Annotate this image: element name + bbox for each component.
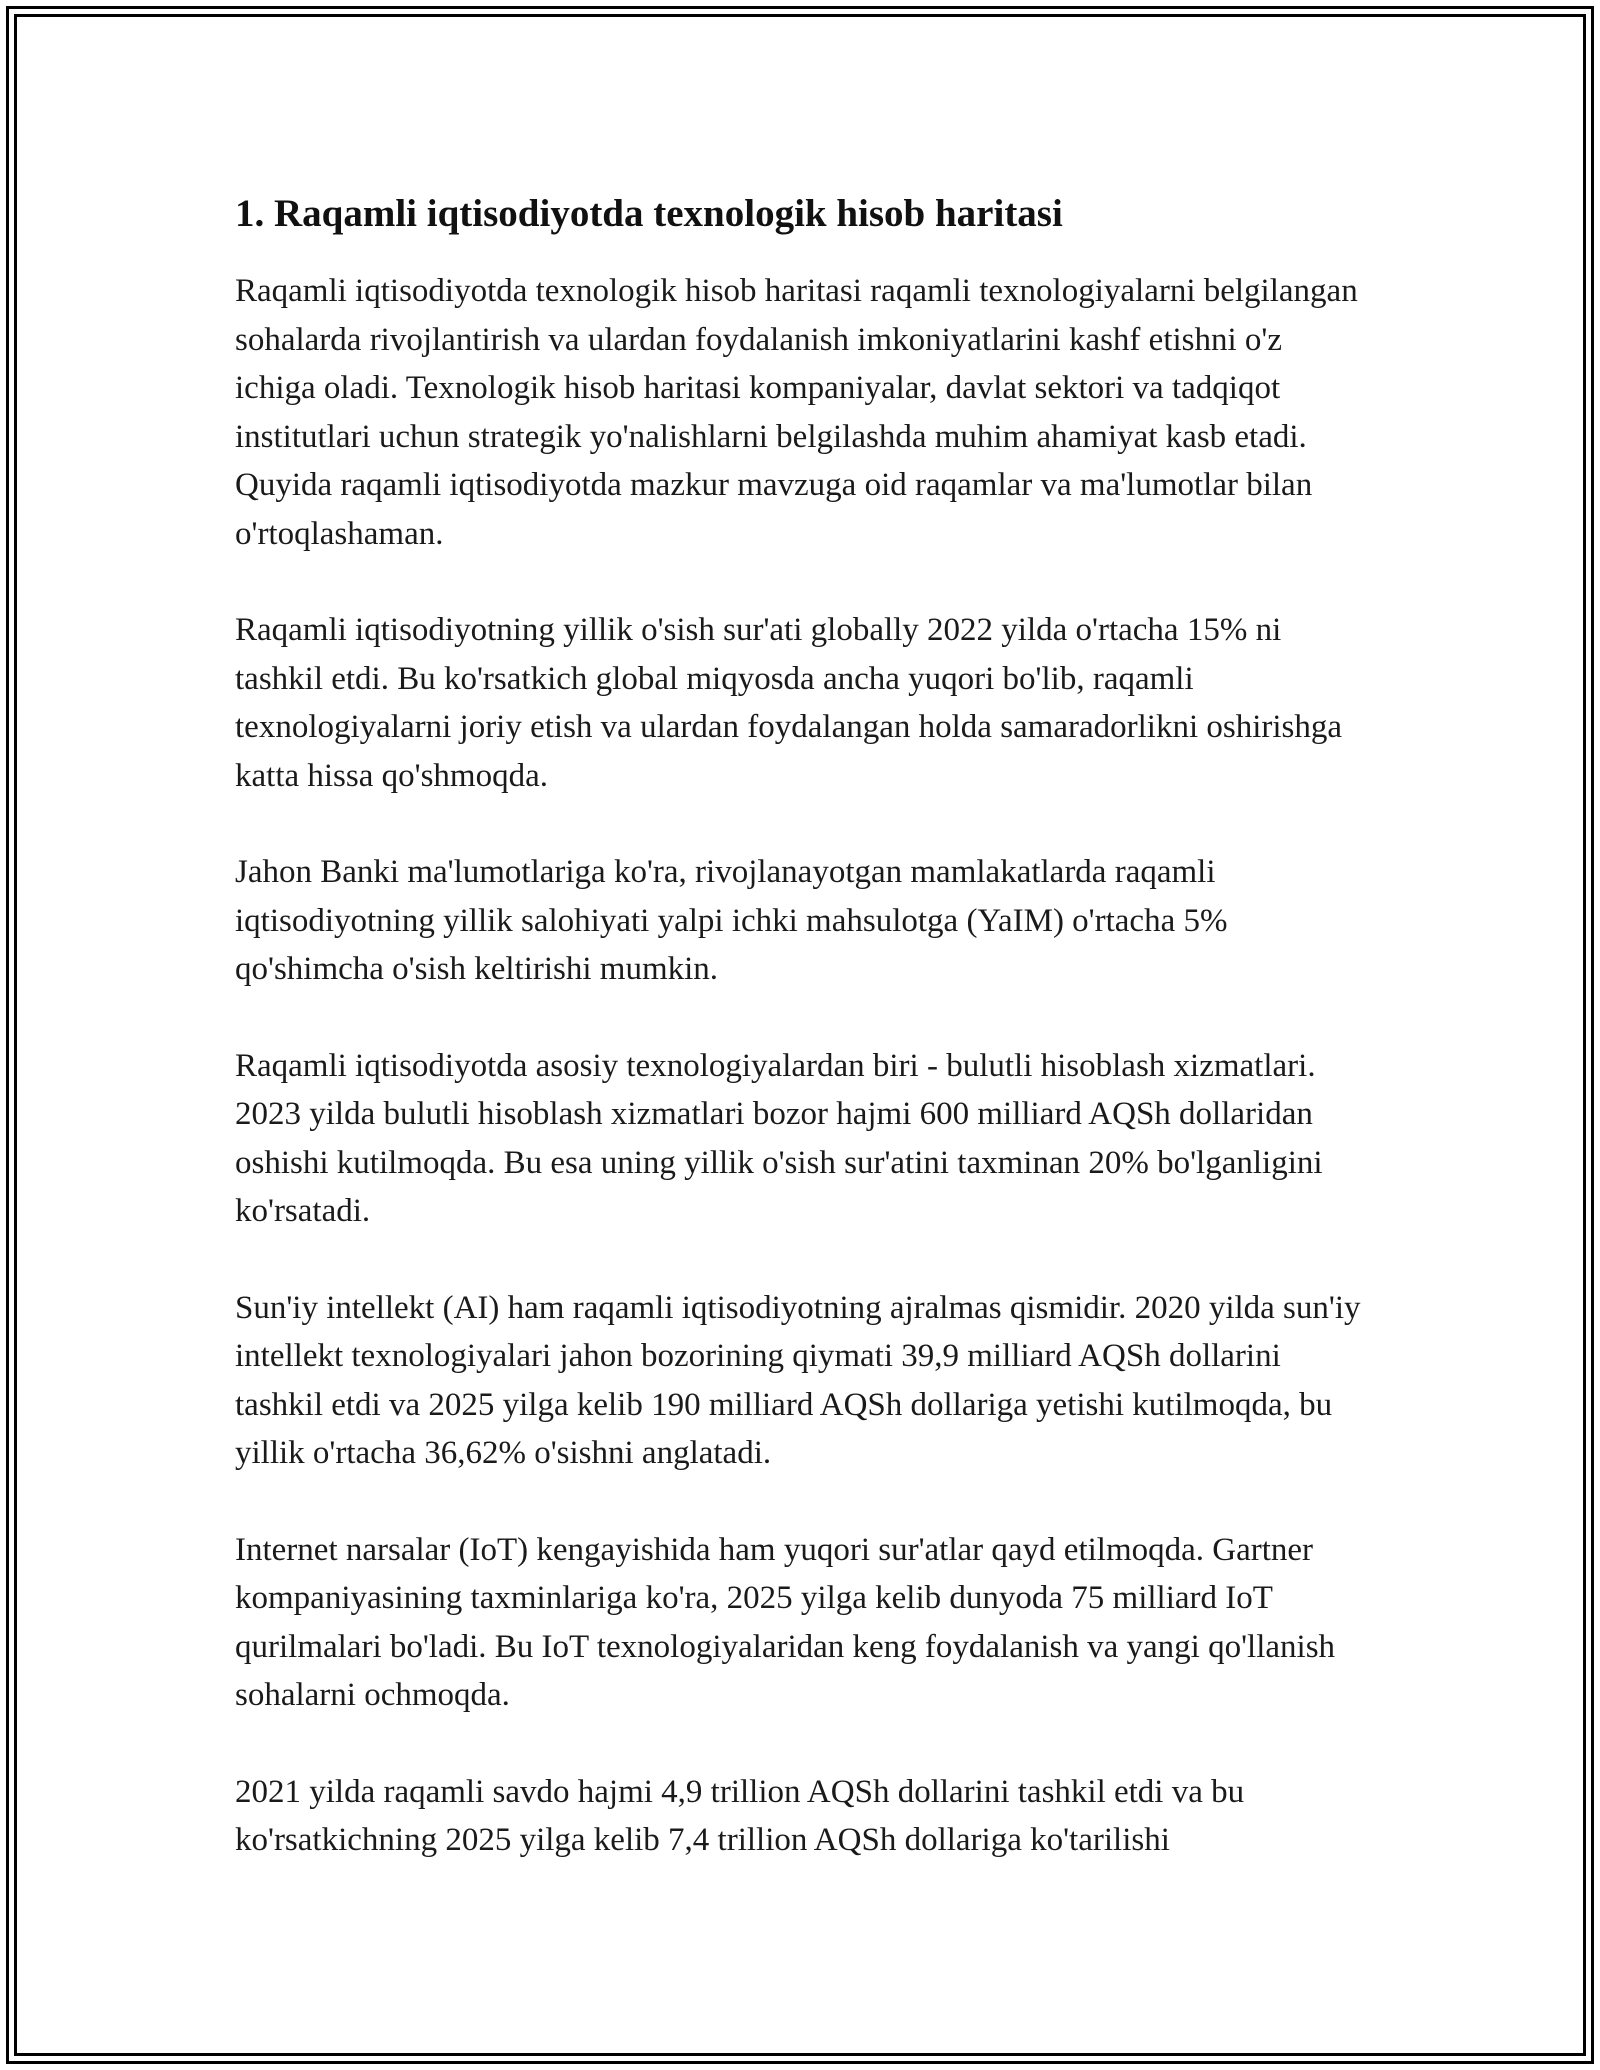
paragraph-digital-trade: 2021 yilda raqamli savdo hajmi 4,9 trillion AQSh dollarini tashkil etdi va bu ko'rsatkichning 2025 yilga kelib 7,4 trillion AQSh dollariga ko'tarilishi (235, 1773, 1245, 1858)
paragraph-iot: Internet narsalar (IoT) kengayishida ham yuqori sur'atlar qayd etilmoqda. Gartner kompaniyasining taxminlariga ko'ra, 2025 yilga kelib dunyoda 75 milliard IoT qurilmalari bo'ladi. Bu IoT texnologiyalaridan keng foydalanish va yangi qo'llanish sohalarni ochmoqda. (235, 1531, 1336, 1713)
paragraph-growth-rate: Raqamli iqtisodiyotning yillik o'sish sur'ati globally 2022 yilda o'rtacha 15% ni tashkil etdi. Bu ko'rsatkich global miqyosda ancha yuqori bo'lib, raqamli texnologiyalarni joriy etish va ulardan foydalangan holda samaradorlikni oshirishga katta hissa qo'shmoqda. (235, 612, 1343, 794)
document-body (235, 186, 1365, 1913)
paragraph-artificial-intelligence: Sun'iy intellekt (AI) ham raqamli iqtisodiyotning ajralmas qismidir. 2020 yilda sun'iy intellekt texnologiyalari jahon bozorining qiymati 39,9 milliard AQSh dollarini tashkil etdi va 2025 yilga kelib 190 milliard AQSh dollariga yetishi kutilmoqda, bu yillik o'rtacha 36,62% o'sishni anglatadi. (235, 1289, 1361, 1471)
paragraph-cloud-computing: Raqamli iqtisodiyotda asosiy texnologiyalardan biri - bulutli hisoblash xizmatlari. 2023 yilda bulutli hisoblash xizmatlari bozor hajmi 600 milliard AQSh dollaridan oshishi kutilmoqda. Bu esa uning yillik o'sish sur'atini taxminan 20% bo'lganligini ko'rsatadi. (235, 1047, 1323, 1229)
section-heading: 1. Raqamli iqtisodiyotda texnologik hisob haritasi (235, 192, 1063, 235)
paragraph-world-bank: Jahon Banki ma'lumotlariga ko'ra, rivojlanayotgan mamlakatlarda raqamli iqtisodiyotning yillik salohiyati yalpi ichki mahsulotga (YaIM) o'rtacha 5% qo'shimcha o'sish keltirishi mumkin. (235, 854, 1228, 987)
paragraph-intro: Raqamli iqtisodiyotda texnologik hisob haritasi raqamli texnologiyalarni belgilangan sohalarda rivojlantirish va ulardan foydalanish imkoniyatlarini kashf etishni o'z ichiga oladi. Texnologik hisob haritasi kompaniyalar, davlat sektori va tadqiqot institutlari uchun strategik yo'nalishlarni belgilashda muhim ahamiyat kasb etadi. Quyida raqamli iqtisodiyotda mazkur mavzuga oid raqamlar va ma'lumotlar bilan o'rtoqlashaman. (235, 273, 1358, 552)
